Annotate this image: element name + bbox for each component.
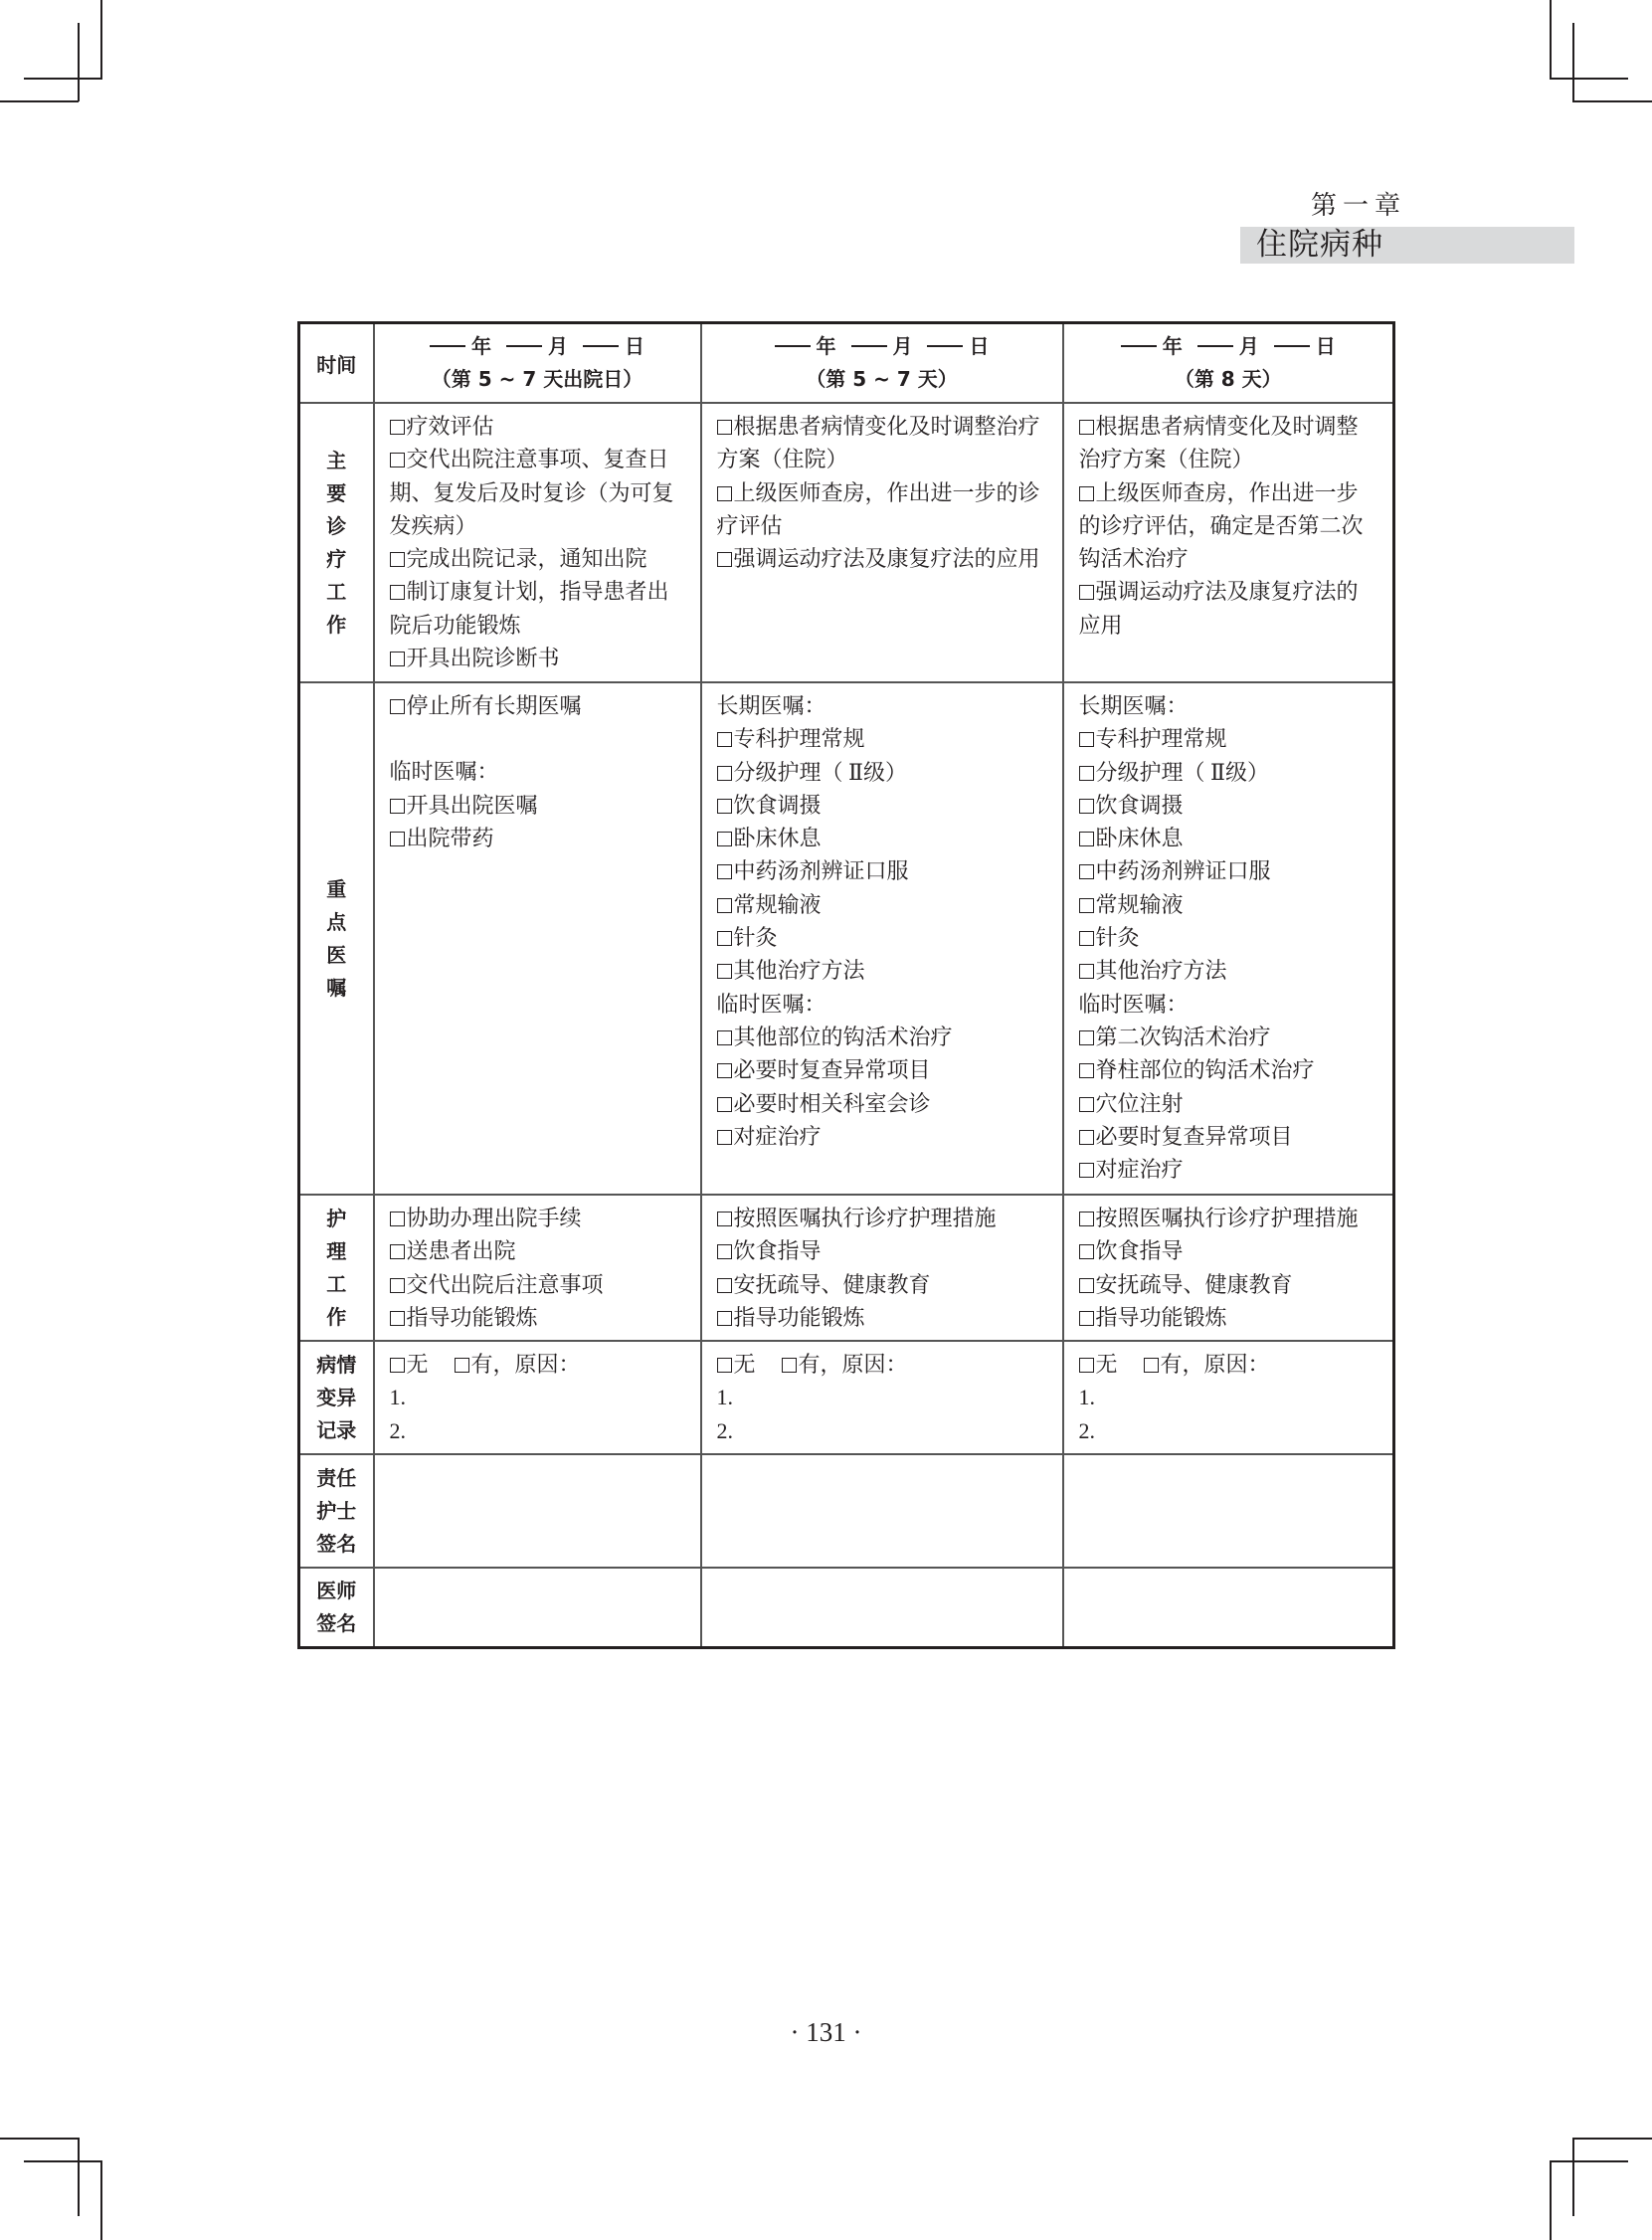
- checklist-item[interactable]: 出院带药: [390, 822, 686, 854]
- checkbox-none[interactable]: [390, 1358, 405, 1373]
- checklist-item[interactable]: 安抚疏导、健康教育: [1079, 1268, 1379, 1301]
- checklist-item[interactable]: 强调运动疗法及康复疗法的应用: [717, 542, 1048, 575]
- checkbox[interactable]: [390, 453, 405, 467]
- doctor-sign-label: 医师签名: [299, 1568, 374, 1647]
- checkbox[interactable]: [1079, 931, 1094, 946]
- year-blank[interactable]: [430, 345, 465, 347]
- key-orders-cell-3: [1063, 682, 1394, 1195]
- doctor-sign-field-2[interactable]: [701, 1568, 1063, 1647]
- checkbox[interactable]: [1079, 898, 1094, 913]
- checkbox[interactable]: [1079, 964, 1094, 979]
- crop-mark-br-h2: [1550, 2160, 1628, 2162]
- checklist-item[interactable]: 常规输液: [1079, 888, 1379, 921]
- checklist-item[interactable]: 安抚疏导、健康教育: [717, 1268, 1048, 1301]
- day-blank[interactable]: [1274, 345, 1310, 347]
- checkbox[interactable]: [717, 1244, 732, 1259]
- nursing-row: [299, 1195, 1394, 1341]
- crop-mark-br-h1: [1572, 2138, 1652, 2140]
- day-range-label: （第 5 ~ 7 天）: [806, 367, 958, 391]
- checklist-item[interactable]: 开具出院诊断书: [390, 642, 686, 674]
- crop-mark-bl-v2: [100, 2160, 102, 2240]
- checklist-item[interactable]: 分级护理（ Ⅱ级）: [717, 756, 1048, 789]
- checklist-item[interactable]: 根据患者病情变化及时调整治疗方案（住院）: [716, 414, 1040, 472]
- key-orders-cell-2: [701, 682, 1063, 1195]
- checklist-item[interactable]: 卧床休息: [1079, 822, 1379, 854]
- crop-mark-bl-h2: [24, 2160, 102, 2162]
- checkbox[interactable]: [390, 585, 405, 600]
- crop-mark-bl-h1: [0, 2138, 79, 2140]
- checklist-item[interactable]: 完成出院记录，通知出院: [390, 542, 686, 575]
- checklist-item[interactable]: 分级护理（ Ⅱ级）: [1079, 756, 1379, 789]
- checklist-item[interactable]: 必要时相关科室会诊: [717, 1087, 1048, 1120]
- checklist-item[interactable]: 交代出院注意事项、复查日期、复发后及时复诊（为可复发疾病）: [389, 447, 674, 538]
- checklist-item[interactable]: 中药汤剂辨证口服: [717, 854, 1048, 887]
- checkbox[interactable]: [1079, 1163, 1094, 1178]
- time-row: [299, 323, 1394, 404]
- crop-mark-tl-h2: [0, 100, 79, 102]
- checklist-item[interactable]: 指导功能锻炼: [1079, 1301, 1379, 1334]
- checklist-item[interactable]: 协助办理出院手续: [390, 1202, 686, 1234]
- checklist-item[interactable]: 饮食指导: [1079, 1234, 1379, 1267]
- checkbox[interactable]: [390, 652, 405, 666]
- checklist-item[interactable]: 其他部位的钩活术治疗: [717, 1021, 1048, 1053]
- checklist-item[interactable]: 穴位注射: [1079, 1087, 1379, 1120]
- nurse-sign-field-3[interactable]: [1063, 1454, 1394, 1568]
- main-work-cell-3: [1063, 403, 1394, 682]
- variation-row: [299, 1341, 1394, 1454]
- date-cell-3: [1063, 323, 1394, 404]
- checklist-item[interactable]: 按照医嘱执行诊疗护理措施: [1079, 1202, 1379, 1234]
- day-blank[interactable]: [927, 345, 963, 347]
- checklist-item[interactable]: 根据患者病情变化及时调整治疗方案（住院）: [1078, 414, 1359, 472]
- checkbox[interactable]: [717, 898, 732, 913]
- checkbox[interactable]: [717, 766, 732, 781]
- checklist-item[interactable]: 对症治疗: [717, 1120, 1048, 1153]
- date-cell-2: [701, 323, 1063, 404]
- crop-mark-tr-v2: [1572, 23, 1574, 101]
- key-orders-cell-1: [374, 682, 701, 1195]
- section-banner: [1240, 227, 1574, 264]
- nursing-label: 护理工作: [299, 1195, 374, 1341]
- checklist-item[interactable]: 第二次钩活术治疗: [1079, 1021, 1379, 1053]
- checkbox[interactable]: [390, 552, 405, 567]
- checkbox[interactable]: [1079, 864, 1094, 879]
- doctor-sign-field-3[interactable]: [1063, 1568, 1394, 1647]
- date-cell-1: [374, 323, 701, 404]
- checklist-item[interactable]: 专科护理常规: [717, 722, 1048, 755]
- doctor-sign-row: [299, 1568, 1394, 1647]
- variation-cell-2: [701, 1341, 1063, 1454]
- checklist-item[interactable]: 交代出院后注意事项: [390, 1268, 686, 1301]
- page-number: · 131 ·: [790, 2017, 862, 2047]
- crop-mark-br-v2: [1550, 2160, 1552, 2240]
- reason-line-2[interactable]: 2.: [1078, 1417, 1095, 1443]
- checklist-item[interactable]: 停止所有长期医嘱: [390, 689, 686, 722]
- long-term-orders-label: 长期医嘱：: [716, 693, 826, 718]
- checklist-item[interactable]: 其他治疗方法: [717, 954, 1048, 987]
- checkbox[interactable]: [717, 1130, 732, 1145]
- checkbox[interactable]: [717, 1030, 732, 1045]
- checkbox[interactable]: [390, 832, 405, 846]
- checkbox[interactable]: [717, 732, 732, 747]
- checklist-item[interactable]: 制订康复计划，指导患者出院后功能锻炼: [389, 579, 669, 638]
- checkbox[interactable]: [390, 799, 405, 814]
- checkbox[interactable]: [390, 699, 405, 714]
- checkbox[interactable]: [717, 1097, 732, 1112]
- checklist-item[interactable]: 按照医嘱执行诊疗护理措施: [717, 1202, 1048, 1234]
- checklist-item[interactable]: 中药汤剂辨证口服: [1079, 854, 1379, 887]
- reason-line-1[interactable]: 1.: [389, 1385, 406, 1410]
- crop-mark-tl-h1: [24, 78, 102, 80]
- checkbox[interactable]: [1079, 585, 1094, 600]
- checklist-item[interactable]: 饮食指导: [717, 1234, 1048, 1267]
- day-range-label: （第 5 ~ 7 天出院日）: [431, 367, 643, 391]
- checklist-item[interactable]: 针灸: [717, 921, 1048, 954]
- crop-mark-tl-v2: [78, 23, 80, 101]
- checkbox[interactable]: [717, 964, 732, 979]
- nurse-sign-row: [299, 1454, 1394, 1568]
- checkbox-yes[interactable]: [782, 1358, 797, 1373]
- checklist-item[interactable]: 必要时复查异常项目: [1079, 1120, 1379, 1153]
- checklist-item[interactable]: 脊柱部位的钩活术治疗: [1079, 1053, 1379, 1086]
- checkbox[interactable]: [717, 486, 732, 501]
- checkbox[interactable]: [390, 1278, 405, 1293]
- variation-cell-1: [374, 1341, 701, 1454]
- main-work-cell-1: [374, 403, 701, 682]
- checkbox-none[interactable]: [717, 1358, 732, 1373]
- checklist-item[interactable]: 指导功能锻炼: [717, 1301, 1048, 1334]
- checklist-item[interactable]: 常规输液: [717, 888, 1048, 921]
- crop-mark-tl-v1: [100, 0, 102, 79]
- checklist-item[interactable]: 专科护理常规: [1079, 722, 1379, 755]
- checkbox[interactable]: [390, 1311, 405, 1326]
- nurse-sign-field-2[interactable]: [701, 1454, 1063, 1568]
- checkbox[interactable]: [1079, 1212, 1094, 1226]
- checklist-item[interactable]: 针灸: [1079, 921, 1379, 954]
- crop-mark-tr-h2: [1572, 100, 1652, 102]
- main-work-label: 主要诊疗工作: [299, 403, 374, 682]
- checklist-item[interactable]: 对症治疗: [1079, 1153, 1379, 1186]
- doctor-sign-field-1[interactable]: [374, 1568, 701, 1647]
- checklist-item[interactable]: 饮食调摄: [1079, 789, 1379, 822]
- checklist-item[interactable]: 卧床休息: [717, 822, 1048, 854]
- variation-label: 病情变异记录: [299, 1341, 374, 1454]
- checkbox[interactable]: [717, 420, 732, 435]
- variation-options: 无 有，原因：: [1079, 1348, 1379, 1381]
- checkbox[interactable]: [1079, 732, 1094, 747]
- checkbox-yes[interactable]: [455, 1358, 469, 1373]
- crop-mark-tr-h1: [1550, 78, 1628, 80]
- checkbox[interactable]: [390, 1244, 405, 1259]
- checklist-item[interactable]: 上级医师查房，作出进一步的诊疗评估: [716, 479, 1040, 538]
- checklist-item[interactable]: 上级医师查房，作出进一步的诊疗评估，确定是否第二次钩活术治疗: [1078, 479, 1364, 572]
- checklist-item[interactable]: 指导功能锻炼: [390, 1301, 686, 1334]
- checklist-item[interactable]: 其他治疗方法: [1079, 954, 1379, 987]
- checklist-item[interactable]: 疗效评估: [390, 410, 686, 443]
- month-blank[interactable]: [851, 345, 887, 347]
- month-blank[interactable]: [1197, 345, 1233, 347]
- checkbox[interactable]: [1079, 799, 1094, 814]
- nursing-cell-1: [374, 1195, 701, 1341]
- month-blank[interactable]: [506, 345, 542, 347]
- temporary-orders-label: 临时医嘱：: [389, 759, 499, 785]
- nurse-sign-field-1[interactable]: [374, 1454, 701, 1568]
- year-blank[interactable]: [1121, 345, 1157, 347]
- checkbox[interactable]: [1079, 1063, 1094, 1078]
- checkbox-none[interactable]: [1079, 1358, 1094, 1373]
- checkbox[interactable]: [1079, 832, 1094, 846]
- checkbox[interactable]: [717, 1063, 732, 1078]
- variation-cell-3: [1063, 1341, 1394, 1454]
- reason-line-2[interactable]: 2.: [716, 1417, 733, 1443]
- chapter-heading: 第一章: [1311, 191, 1407, 221]
- main-work-row: [299, 403, 1394, 682]
- day-range-label: （第 8 天）: [1174, 367, 1282, 391]
- checkbox[interactable]: [1079, 486, 1094, 501]
- reason-line-2[interactable]: 2.: [389, 1417, 406, 1443]
- day-blank[interactable]: [583, 345, 619, 347]
- checklist-item[interactable]: 送患者出院: [390, 1234, 686, 1267]
- nursing-cell-3: [1063, 1195, 1394, 1341]
- year-blank[interactable]: [775, 345, 811, 347]
- checkbox[interactable]: [717, 832, 732, 846]
- checkbox[interactable]: [1079, 420, 1094, 435]
- reason-line-1[interactable]: 1.: [1078, 1385, 1095, 1410]
- checkbox-yes[interactable]: [1144, 1358, 1159, 1373]
- checkbox[interactable]: [1079, 1311, 1094, 1326]
- checklist-item[interactable]: 必要时复查异常项目: [717, 1053, 1048, 1086]
- date-fields: 年 月 日: [1064, 330, 1393, 363]
- key-orders-label: 重点医嘱: [299, 682, 374, 1195]
- checkbox[interactable]: [717, 1278, 732, 1293]
- checklist-item[interactable]: 强调运动疗法及康复疗法的应用: [1078, 579, 1359, 638]
- checkbox[interactable]: [1079, 1244, 1094, 1259]
- checkbox[interactable]: [390, 1212, 405, 1226]
- checkbox[interactable]: [1079, 766, 1094, 781]
- checkbox[interactable]: [1079, 1030, 1094, 1045]
- section-title: 住院病种: [1256, 227, 1383, 263]
- main-work-cell-2: [701, 403, 1063, 682]
- checkbox[interactable]: [717, 552, 732, 567]
- temporary-orders-label: 临时医嘱：: [1078, 991, 1189, 1017]
- checkbox[interactable]: [717, 864, 732, 879]
- checklist-item[interactable]: 开具出院医嘱: [390, 789, 686, 822]
- time-label: 时间: [299, 323, 374, 404]
- checkbox[interactable]: [390, 420, 405, 435]
- checklist-item[interactable]: 饮食调摄: [717, 789, 1048, 822]
- crop-mark-br-v1: [1572, 2138, 1574, 2216]
- variation-options: 无 有，原因：: [717, 1348, 1048, 1381]
- checkbox[interactable]: [1079, 1097, 1094, 1112]
- checkbox[interactable]: [717, 799, 732, 814]
- checkbox[interactable]: [717, 931, 732, 946]
- date-fields: 年 月 日: [375, 330, 700, 363]
- date-fields: 年 月 日: [702, 330, 1062, 363]
- crop-mark-tr-v1: [1550, 0, 1552, 79]
- crop-mark-bl-v1: [78, 2138, 80, 2216]
- long-term-orders-label: 长期医嘱：: [1078, 693, 1189, 718]
- key-orders-row: [299, 682, 1394, 1195]
- nurse-sign-label: 责任护士签名: [299, 1454, 374, 1568]
- checkbox[interactable]: [717, 1311, 732, 1326]
- checkbox[interactable]: [1079, 1278, 1094, 1293]
- reason-line-1[interactable]: 1.: [716, 1385, 733, 1410]
- nursing-cell-2: [701, 1195, 1063, 1341]
- variation-options: 无 有，原因：: [390, 1348, 686, 1381]
- temporary-orders-label: 临时医嘱：: [716, 991, 826, 1017]
- checkbox[interactable]: [1079, 1130, 1094, 1145]
- checkbox[interactable]: [717, 1212, 732, 1226]
- clinical-pathway-table: [297, 321, 1395, 1649]
